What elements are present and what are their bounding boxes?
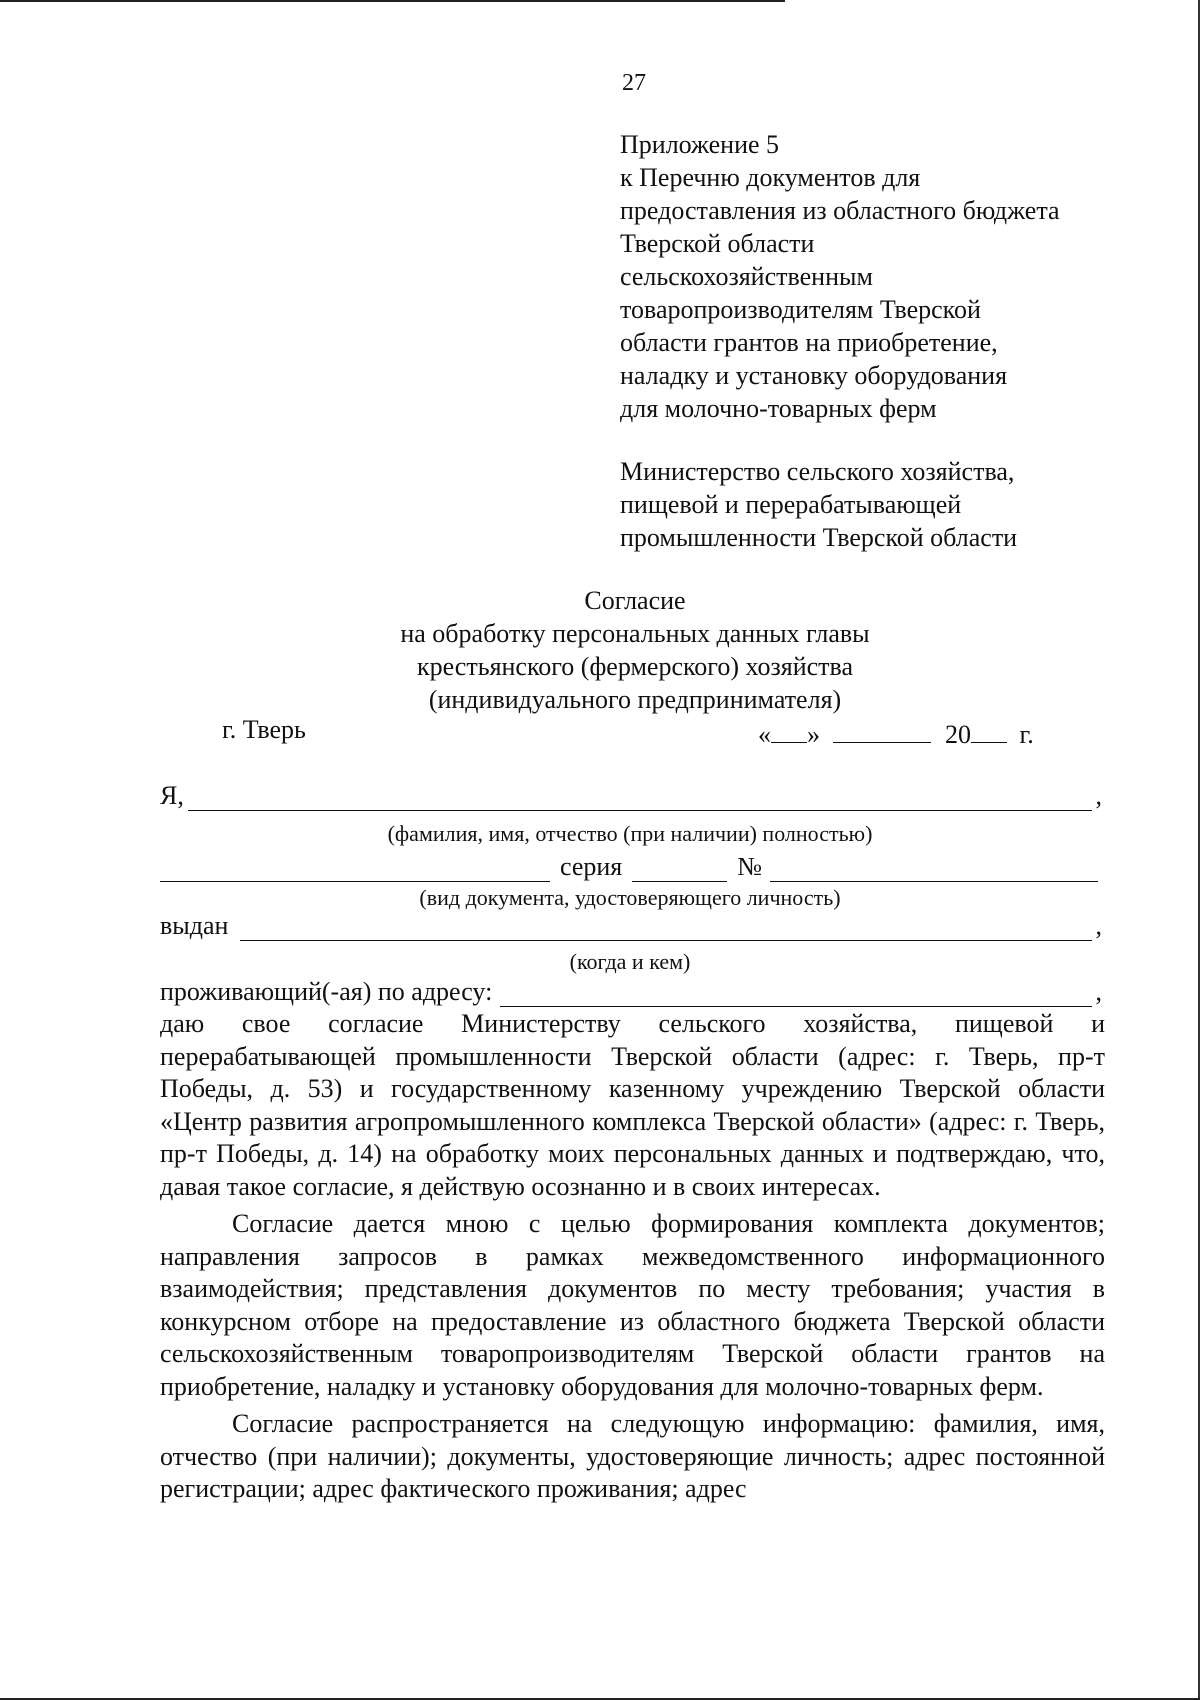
- address-row: [160, 977, 1102, 1007]
- date-open-quote: «: [758, 720, 771, 749]
- id-document-row: [160, 852, 1102, 882]
- ministry-line: промышленности Тверской области: [620, 523, 1018, 552]
- title-line: (индивидуального предпринимателя): [428, 685, 842, 714]
- issued-blank[interactable]: [240, 916, 1091, 941]
- page-number: 27: [622, 70, 646, 96]
- appendix-line: к Перечню документов для: [620, 163, 921, 192]
- appendix-line: товаропроизводителям Тверской: [620, 295, 981, 324]
- address-blank[interactable]: [500, 982, 1091, 1007]
- title-line: Согласие: [584, 586, 686, 615]
- comma: ,: [1095, 781, 1102, 810]
- comma: ,: [1095, 911, 1102, 940]
- name-hint: (фамилия, имя, отчество (при наличии) полностью): [387, 821, 873, 846]
- series-label: серия: [560, 852, 623, 881]
- document-type-blank[interactable]: [160, 857, 550, 882]
- paragraph: Согласие распространяется на следующую информацию: фамилия, имя, отчество (при наличии); документы, удостоверяющие личность; адрес постоянной регистрации; адрес фактического проживания; адрес: [160, 1409, 1105, 1503]
- year-prefix: 20: [945, 720, 971, 749]
- address-label: проживающий(-ая) по адресу:: [160, 977, 493, 1006]
- title-line: крестьянского (фермерского) хозяйства: [416, 652, 854, 681]
- date-close-quote: »: [807, 720, 820, 749]
- number-blank[interactable]: [770, 857, 1098, 882]
- day-blank[interactable]: [771, 718, 807, 743]
- ministry-line: пищевой и перерабатывающей: [620, 490, 962, 519]
- i-label: Я,: [160, 781, 184, 810]
- name-row: [160, 781, 1102, 811]
- consent-body: [160, 1008, 1105, 1506]
- paragraph: Согласие дается мною с целью формирования комплекта документов; направления запросов в рамках межведомственного информационного взаимодействия; представления документов по месту требования; участия в конкурсном отборе на предоставление из областного бюджета Тверской области сельскохозяйственным товаропроизводителям Тверской области грантов на приобретение, наладку и установку оборудования для молочно-товарных ферм.: [160, 1209, 1105, 1401]
- year-suffix: г.: [1019, 720, 1034, 749]
- appendix-line: сельскохозяйственным: [620, 262, 873, 291]
- doc-hint: (вид документа, удостоверяющего личность): [419, 885, 841, 910]
- appendix-line: Тверской области: [620, 229, 815, 258]
- full-name-blank[interactable]: [188, 786, 1092, 811]
- title-line: на обработку персональных данных главы: [400, 619, 870, 648]
- appendix-line: предоставления из областного бюджета: [620, 196, 1060, 225]
- comma: ,: [1095, 977, 1102, 1006]
- number-label: №: [737, 852, 763, 881]
- month-blank[interactable]: [833, 718, 931, 743]
- paragraph: даю свое согласие Министерству сельского хозяйства, пищевой и перерабатывающей промышленности Тверской области (адрес: г. Тверь, пр-т Победы, д. 53) и государственному казенному учреждению Тверской области «Центр развития агропромышленного комплекса Тверской области» (адрес: г. Тверь, пр-т Победы, д. 14) на обработку моих персональных данных и подтверждаю, что, давая такое согласие, я действую осознанно и в своих интересах.: [160, 1009, 1105, 1201]
- series-blank[interactable]: [632, 857, 727, 882]
- issued-label: выдан: [160, 911, 229, 940]
- addressee-ministry: [620, 455, 1017, 554]
- issued-row: [160, 911, 1102, 941]
- year-blank[interactable]: [971, 718, 1007, 743]
- appendix-header: [620, 128, 1060, 425]
- ministry-line: Министерство сельского хозяйства,: [620, 457, 1015, 486]
- issued-hint: (когда и кем): [569, 949, 691, 974]
- appendix-line: наладку и установку оборудования: [620, 361, 1008, 390]
- city: г. Тверь: [222, 715, 306, 744]
- appendix-line: для молочно-товарных ферм: [620, 394, 937, 423]
- appendix-line: области грантов на приобретение,: [620, 328, 998, 357]
- date-line: [758, 718, 1034, 750]
- page-edge-top: [0, 0, 785, 2]
- document-title: [300, 584, 970, 716]
- appendix-line: Приложение 5: [620, 130, 780, 159]
